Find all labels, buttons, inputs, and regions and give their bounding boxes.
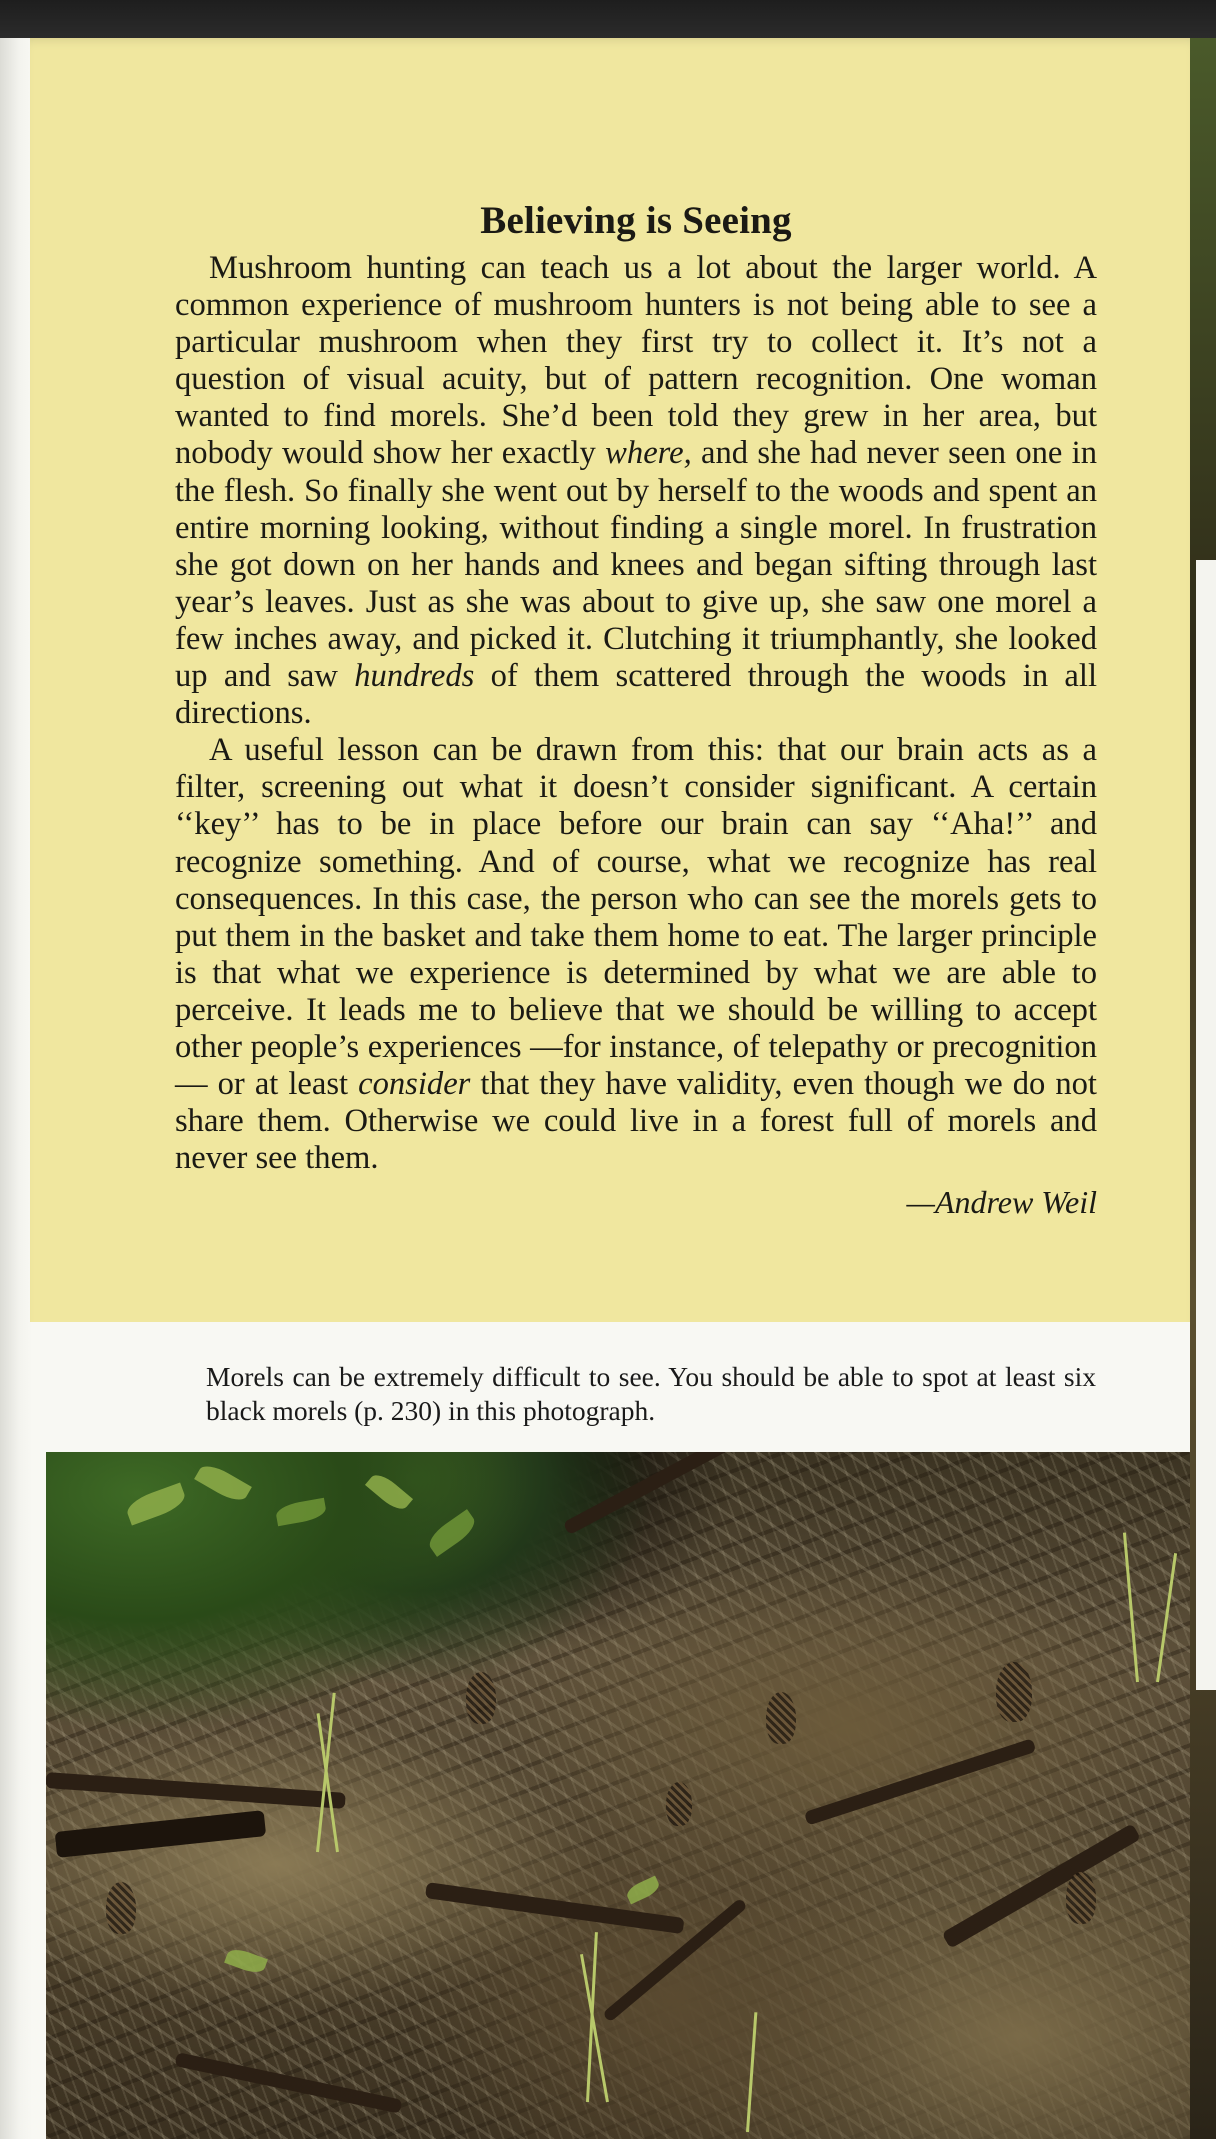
essay-paragraph-1: Mushroom hunting can teach us a lot about the larger world. A common experience of mushroom hunters is not being able to see a particular mushroom when they first try to collect it. It’s not a question of visual acuity, but of pattern recognition. One woman wanted to find morels. She’d been told they grew in her area, but nobody would show her exactly where, and she had never seen one in the flesh. So finally she went out by herself to the woods and spent an entire morning looking, without finding a single morel. In frustration she got down on her hands and knees and began sifting through last year’s leaves. Just as she was about to give up, she saw one morel a few inches away, and picked it. Clutching it triumphantly, she looked up and saw hundreds of them scattered through the woods in all directions. xyxy=(175,250,1097,732)
essay-attribution: —Andrew Weil xyxy=(906,1184,1097,1221)
scan-top-edge xyxy=(0,0,1216,38)
leaf xyxy=(365,1470,413,1515)
grass-blade xyxy=(746,2012,757,2132)
page-binding-shadow xyxy=(0,38,32,2139)
essay-title: Believing is Seeing xyxy=(480,199,792,242)
morel-mushroom xyxy=(666,1782,692,1826)
morel-mushroom xyxy=(1066,1872,1096,1924)
morel-mushroom xyxy=(996,1662,1032,1722)
leaf xyxy=(275,1498,328,1526)
twig xyxy=(563,1452,764,1535)
book-page xyxy=(0,38,1196,2139)
forest-floor-photograph xyxy=(46,1452,1190,2139)
leaf xyxy=(194,1460,252,1506)
essay-paragraph-2: A useful lesson can be drawn from this: that our brain acts as a filter, screening out what it doesn’t consider significant. A certain ‘‘key’’ has to be in place before our brain can say ‘‘Aha!’’ and recognize something. And of course, what we recognize has real consequences. In this case, the person who can see the morels gets to put them in the basket and take them home to eat. The larger principle is that what we experience is determined by what we are able to perceive. It leads me to believe that we should be willing to accept other people’s experiences —for instance, of telepathy or precognition — or at least consider that they have validity, even though we do not share them. Otherwise we could live in a forest full of morels and never see them. xyxy=(175,732,1097,1177)
morel-mushroom xyxy=(766,1692,796,1744)
twig xyxy=(804,1738,1037,1825)
adjacent-page-edge-white xyxy=(1196,560,1216,1690)
leaf xyxy=(124,1482,189,1525)
grass-blade xyxy=(1123,1532,1139,1682)
leaf xyxy=(224,1946,268,1977)
leaf xyxy=(424,1509,479,1557)
leaf xyxy=(624,1876,662,1905)
twig xyxy=(55,1810,267,1858)
morel-mushroom xyxy=(466,1672,496,1724)
grass-blade xyxy=(1156,1553,1177,1682)
twig xyxy=(942,1823,1142,1949)
photo-caption: Morels can be extremely difficult to see. You should be able to spot at least six black morels (p. 230) in this photograph. xyxy=(206,1361,1096,1426)
twig xyxy=(46,1772,346,1809)
twig xyxy=(175,2052,403,2114)
morel-mushroom xyxy=(106,1882,136,1934)
essay-box xyxy=(175,198,1097,1221)
